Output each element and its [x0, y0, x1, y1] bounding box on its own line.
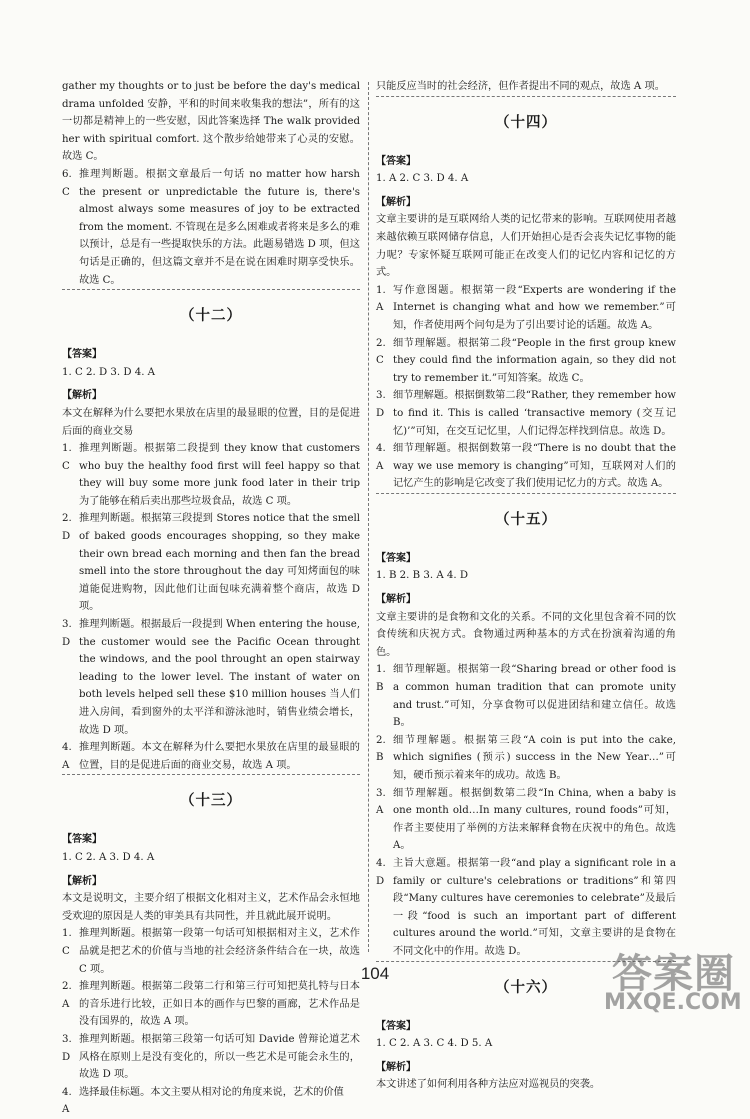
- section-header: [62, 289, 360, 346]
- item-text: 推理判断题。根据第二段提到 they know that customers who buy the healthy food first will feel happy so that they will buy some more junk food later in their trip 为了能够在稍后卖出那些垃圾食品，故选 C 项。: [79, 443, 360, 507]
- item-text: 细节理解题。根据第二段“People in the first group knew they could find the information again, so they did not try to remember it.”可知答案。故选 C。: [393, 337, 676, 384]
- answer-item: [62, 1031, 360, 1084]
- answer-item: [376, 335, 676, 388]
- section-label: 【解析】: [62, 390, 102, 402]
- item-number: 6. C: [62, 168, 72, 198]
- item-number: 3. A: [376, 787, 386, 817]
- paragraph: 1. C 2. A 3. D 4. A: [62, 851, 155, 863]
- section-title: （十三）: [180, 793, 242, 810]
- item-number: 4. D: [376, 857, 386, 887]
- section-label: 【答案】: [376, 155, 416, 167]
- item-number: 4. A: [376, 443, 386, 472]
- item-text: 细节理解题。根据倒数第二段“In China, when a baby is one month old…In many cultures, round foods”可知，作者主要使用了举例的方法来解释食物在庆祝中的角色。故选 A。: [393, 787, 676, 852]
- item-text: 推理判断题。根据最后一段提到 When entering the house, the customer would see the Pacific Ocean throught the windows, and the pool throught an open stairway leading to the lower level. The instant of water on both levels helped sell these $10 million houses 当人们进入房间，看到窗外的太平洋和游泳池时，销售业绩会增长，故选 D 项。: [79, 619, 360, 736]
- item-number: 1. C: [62, 443, 72, 472]
- item-number: 2. A: [62, 981, 72, 1010]
- section-header: [376, 96, 676, 153]
- answer-item: [62, 1084, 360, 1119]
- item-text: 细节理解题。根据第三段“A coin is put into the cake, which signifies (预示) success in the New Year…”可知，硬币预示着来年的成功。故选 B。: [393, 734, 676, 781]
- answer-item: [62, 616, 360, 739]
- column-divider: [368, 82, 369, 952]
- item-text: 推理判断题。根据第二段第二行和第三行可知把莫扎特与日本的音乐进行比较，正如日本的画作与巴黎的画廊，艺术作品是没有国界的，故选 A 项。: [79, 981, 360, 1028]
- section-title: （十四）: [495, 114, 557, 131]
- item-number: 2. C: [376, 337, 386, 367]
- item-number: 3. D: [62, 1033, 72, 1063]
- answer-item: [376, 785, 676, 855]
- paragraph: 1. C 2. A 3. C 4. D 5. A: [376, 1038, 493, 1050]
- item-text: 推理判断题。根据第三段第一句话可知 Davide 曾辩论道艺术风格在原则上是没有变化的，所以一些艺术是可能会永生的，故选 D 项。: [79, 1033, 360, 1081]
- answer-item: [376, 732, 676, 785]
- paragraph: 文章主要讲的是互联网给人类的记忆带来的影响。互联网使用者越来越依赖互联网储存信息，人们开始担心是否会丧失记忆事物的能力呢？专家怀疑互联网可能正在改变人们的记忆内容和记忆的方式。: [376, 214, 676, 279]
- section-label: 【解析】: [376, 196, 416, 208]
- item-number: 2. D: [62, 513, 72, 543]
- answer-item: [62, 978, 360, 1031]
- watermark-logo: [602, 940, 744, 1020]
- answer-item: [376, 661, 676, 731]
- section-label: 【解析】: [376, 594, 416, 606]
- section-label: 【解析】: [62, 875, 102, 887]
- answer-item: [376, 282, 676, 335]
- item-text: 推理判断题。本文在解释为什么要把水果放在店里的最显眼的位置，目的是促进后面的商业交易，故选 A 项。: [79, 742, 360, 771]
- paragraph: gather my thoughts or to just be before the day's medical drama unfolded 安静，平和的时间来收集我的想法”，所有的这一切都是精神上的一些安慰，因此答案选择 The walk provided her with spiritual comfort. 这个散步给她带来了心灵的安慰。故选 C。: [62, 81, 360, 163]
- item-text: 主旨大意题。根据第一段“and play a significant role in a family or culture's celebrations or traditions”和第四段“Many cultures have ceremonies to celebrate”及最后一段“food is such an important part of different cultures around the world.”可知，文章主要讲的是食物在不同文化中的作用。故选 D。: [393, 857, 676, 957]
- answer-item: [62, 440, 360, 510]
- paragraph: 本文是说明文，主要介绍了根据文化相对主义，艺术作品会永恒地受欢迎的原因是人类的审美具有共同性，并且就此展开说明。: [62, 893, 360, 922]
- item-text: 细节理解题。根据倒数第二段“Rather, they remember how to find it. This is called ‘transactive memory (交互记忆)’”可知，在交互记忆里，人们记得怎样找到信息。故选 D。: [393, 390, 676, 437]
- item-number: 4. A: [62, 1086, 72, 1116]
- paragraph: 1. C 2. D 3. D 4. A: [62, 366, 156, 378]
- section-label: 【答案】: [62, 349, 102, 361]
- answer-item: [62, 739, 360, 774]
- paragraph: 本文讲述了如何利用各种方法应对巡视员的突袭。: [376, 1079, 601, 1091]
- section-title: （十六）: [495, 979, 557, 996]
- watermark-main: 答案圈: [612, 951, 735, 997]
- item-text: 推理判断题。根据文章最后一句话 no matter how harsh the present or unpredictable the future is, there's almost always some measures of joy to be extracted from the moment. 不管现在是多么困难或者将来是多么的难以预计，总是有一些提取快乐的方法。此题易错选 D 项，但这句话是正确的，但这篇文章并不是在说在困难时期享受快乐。故选 C。: [79, 168, 360, 286]
- watermark-url: MXQE.COM: [604, 990, 742, 1015]
- section-header: [376, 493, 676, 550]
- section-label: 【解析】: [376, 1061, 416, 1073]
- section-label: 【答案】: [62, 834, 102, 846]
- item-text: 推理判断题。根据第三段提到 Stores notice that the smell of baked goods encourages shopping, so they make their own bread each morning and then fan the bread smell into the store throughout the day 可知烤面包的味道能促进购物，因此他们让面包味充满着整个商店，故选 D 项。: [79, 513, 360, 613]
- answer-item: [376, 440, 676, 493]
- paragraph: 1. B 2. B 3. A 4. D: [376, 570, 469, 582]
- section-header: [62, 774, 360, 831]
- item-number: 3. D: [376, 390, 386, 419]
- paragraph: 文章主要讲的是食物和文化的关系。不同的文化里包含着不同的饮食传统和庆祝方式。食物通过两种基本的方式在扮演着沟通的角色。: [376, 611, 676, 658]
- paragraph: 1. A 2. C 3. D 4. A: [376, 173, 469, 185]
- item-number: 4. A: [62, 742, 72, 771]
- paragraph: 只能反应当时的社会经济，但作者提出不同的观点，故选 A 项。: [376, 81, 665, 92]
- item-number: 3. D: [62, 619, 72, 648]
- paragraph: 本文在解释为什么要把水果放在店里的最显眼的位置，目的是促进后面的商业交易: [62, 407, 360, 437]
- item-number: 1. C: [62, 928, 72, 957]
- answer-item: [376, 387, 676, 440]
- answer-item: [62, 166, 360, 289]
- section-title: （十二）: [180, 308, 242, 325]
- left-column: [62, 78, 360, 1119]
- item-number: 1. A: [376, 284, 386, 314]
- item-text: 写作意图题。根据第一段“Experts are wondering if the Internet is changing what and how we remember.”可知，作者使用两个问句是为了引出要讨论的话题。故选 A。: [393, 284, 676, 331]
- item-text: 细节理解题。根据第一段“Sharing bread or other food is a common human tradition that can promote unity and trust.”可知，分享食物可以促进团结和建立信任。故选 B。: [393, 664, 676, 729]
- section-label: 【答案】: [376, 552, 416, 564]
- item-number: 1. B: [376, 664, 386, 694]
- item-text: 细节理解题。根据倒数第一段“There is no doubt that the way we use memory is changing”可知，互联网对人们的记忆产生的影响是它改变了我们使用记忆力的方式。故选 A。: [393, 443, 676, 490]
- item-number: 2. B: [376, 734, 386, 764]
- answer-item: [62, 510, 360, 616]
- item-text: 选择最佳标题。本文主要从相对论的角度来说，艺术的价值: [79, 1086, 344, 1098]
- section-label: 【答案】: [376, 1020, 416, 1032]
- item-text: 推理判断题。根据第一段第一句话可知根据相对主义，艺术作品就是把艺术的价值与当地的社会经济条件结合在一块，故选 C 项。: [79, 928, 360, 975]
- section-title: （十五）: [495, 511, 557, 528]
- page-number: 104: [360, 964, 390, 983]
